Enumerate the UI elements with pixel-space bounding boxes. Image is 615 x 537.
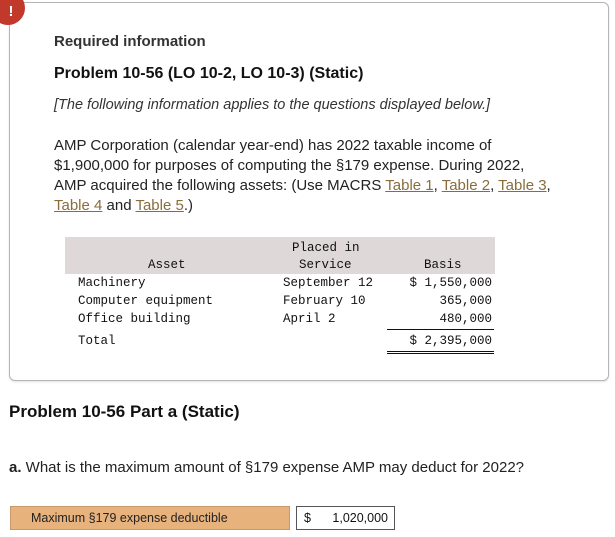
header-placed-in: Placed in bbox=[292, 241, 360, 255]
question bbox=[9, 459, 524, 476]
separator: and bbox=[102, 197, 136, 214]
asset-name: Office building bbox=[78, 312, 191, 326]
intro-note: [The following information applies to the questions displayed below.] bbox=[54, 97, 491, 113]
placed-in-service: February 10 bbox=[283, 294, 366, 308]
question-letter: a. bbox=[9, 459, 22, 476]
separator: , bbox=[490, 177, 499, 194]
placed-in-service: September 12 bbox=[283, 276, 374, 290]
total-basis: $ 2,395,000 bbox=[409, 334, 492, 348]
table-5-link[interactable]: Table 5 bbox=[135, 197, 184, 214]
required-information-heading: Required information bbox=[54, 33, 206, 50]
answer-value[interactable]: 1,020,000 bbox=[332, 511, 388, 525]
basis-value: 365,000 bbox=[439, 294, 492, 308]
description-text: AMP Corporation (calendar year-end) has 2022 taxable income of $1,900,000 for purposes of computing the §179 expense. During 2022, AMP acquired the following assets: (Use MACRS bbox=[54, 137, 525, 194]
asset-name: Machinery bbox=[78, 276, 146, 290]
separator: , bbox=[546, 177, 551, 194]
question-text: What is the maximum amount of §179 expense AMP may deduct for 2022? bbox=[21, 459, 525, 476]
total-label: Total bbox=[78, 334, 116, 348]
problem-description bbox=[54, 136, 554, 216]
asset-name: Computer equipment bbox=[78, 294, 214, 308]
total-double-rule bbox=[387, 351, 494, 352]
problem-title: Problem 10-56 (LO 10-2, LO 10-3) (Static) bbox=[54, 65, 364, 82]
table-4-link[interactable]: Table 4 bbox=[54, 197, 103, 214]
table-3-link[interactable]: Table 3 bbox=[498, 177, 547, 194]
alert-icon: ! bbox=[0, 0, 25, 25]
header-service: Service bbox=[299, 258, 352, 272]
answer-input[interactable] bbox=[296, 506, 395, 530]
answer-label: Maximum §179 expense deductible bbox=[10, 506, 290, 530]
header-asset: Asset bbox=[148, 258, 186, 272]
placed-in-service: April 2 bbox=[283, 312, 336, 326]
separator: , bbox=[433, 177, 442, 194]
basis-value: 480,000 bbox=[439, 312, 492, 326]
total-double-rule bbox=[387, 353, 494, 354]
part-title: Problem 10-56 Part a (Static) bbox=[9, 402, 240, 421]
subtotal-rule bbox=[387, 329, 494, 330]
description-end: .) bbox=[183, 197, 194, 214]
required-information-panel bbox=[9, 2, 609, 381]
currency-symbol: $ bbox=[304, 511, 311, 525]
header-basis: Basis bbox=[424, 258, 462, 272]
table-1-link[interactable]: Table 1 bbox=[385, 177, 434, 194]
table-2-link[interactable]: Table 2 bbox=[441, 177, 491, 194]
basis-value: $ 1,550,000 bbox=[409, 276, 492, 290]
asset-table-header bbox=[65, 237, 495, 274]
